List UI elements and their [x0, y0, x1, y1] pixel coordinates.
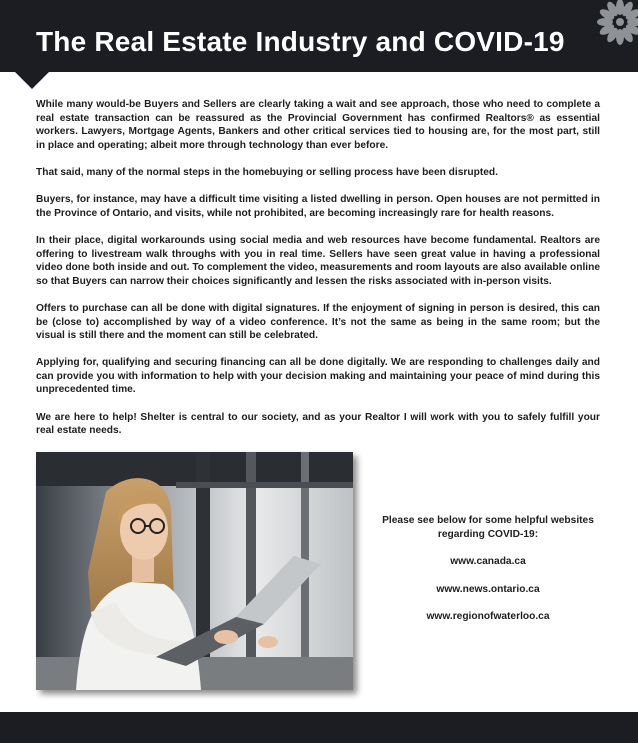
paragraph-intro: While many would-be Buyers and Sellers are clearly taking a wait and see approach, those who need to complete a real estate transaction can be reassured as the Provincial Government has confirmed Realtors® as essential workers. Lawyers, Mortgage Agents, Bankers and other critical services tied to housing are, for the most part, still in place and operating; albeit more through technology than ever before.	[36, 99, 600, 151]
page-title: The Real Estate Industry and COVID-19	[36, 26, 565, 57]
paragraph-offers: Offers to purchase can all be done with digital signatures. If the enjoyment of signing in person is desired, this can be (close to) accomplished by way of a video conference. It’s not the same as being in the same room; but the visual is still there and the moment can still be celebrated.	[36, 302, 600, 342]
paragraph-buyers: Buyers, for instance, may have a difficult time visiting a listed dwelling in person. Open houses are not permitted in the Province of Ontario, and visits, while not prohibited, are becoming increasingly rare for health reasons.	[36, 194, 600, 219]
woman-laptop-photo	[36, 452, 353, 690]
header-banner	[0, 0, 638, 72]
paragraph-financing: Applying for, qualifying and securing financing can all be done digitally. We are responding to challenges daily and can provide you with information to help with your decision making and maintaining your peace of mind during this unprecedented time.	[36, 357, 600, 396]
article-body	[36, 98, 600, 451]
footer-bar	[0, 712, 638, 743]
header-notch	[14, 71, 50, 89]
link-canada[interactable]: www.canada.ca	[450, 556, 526, 568]
paragraph-disrupted: That said, many of the normal steps in the homebuying or selling process have been disrupted.	[36, 166, 498, 178]
websites-intro: Please see below for some helpful websites regarding COVID-19:	[382, 515, 594, 540]
link-region-of-waterloo[interactable]: www.regionofwaterloo.ca	[426, 611, 550, 623]
helpful-websites	[372, 514, 604, 638]
link-news-ontario[interactable]: www.news.ontario.ca	[436, 583, 540, 595]
flower-logo-icon	[578, 0, 638, 60]
paragraph-digital: In their place, digital workarounds using social media and web resources have become fundamental. Realtors are offering to livestream walk throughs with you in real time. Sellers have seen great value in having a professional video done both inside and out. To complement the video, measurements and room layouts are also available online so that Buyers can narrow their choices significantly and lessen the risks associated with in-person visits.	[36, 234, 600, 287]
paragraph-help: We are here to help! Shelter is central to our society, and as your Realtor I will work with you to safely fulfill your real estate needs.	[36, 411, 600, 437]
